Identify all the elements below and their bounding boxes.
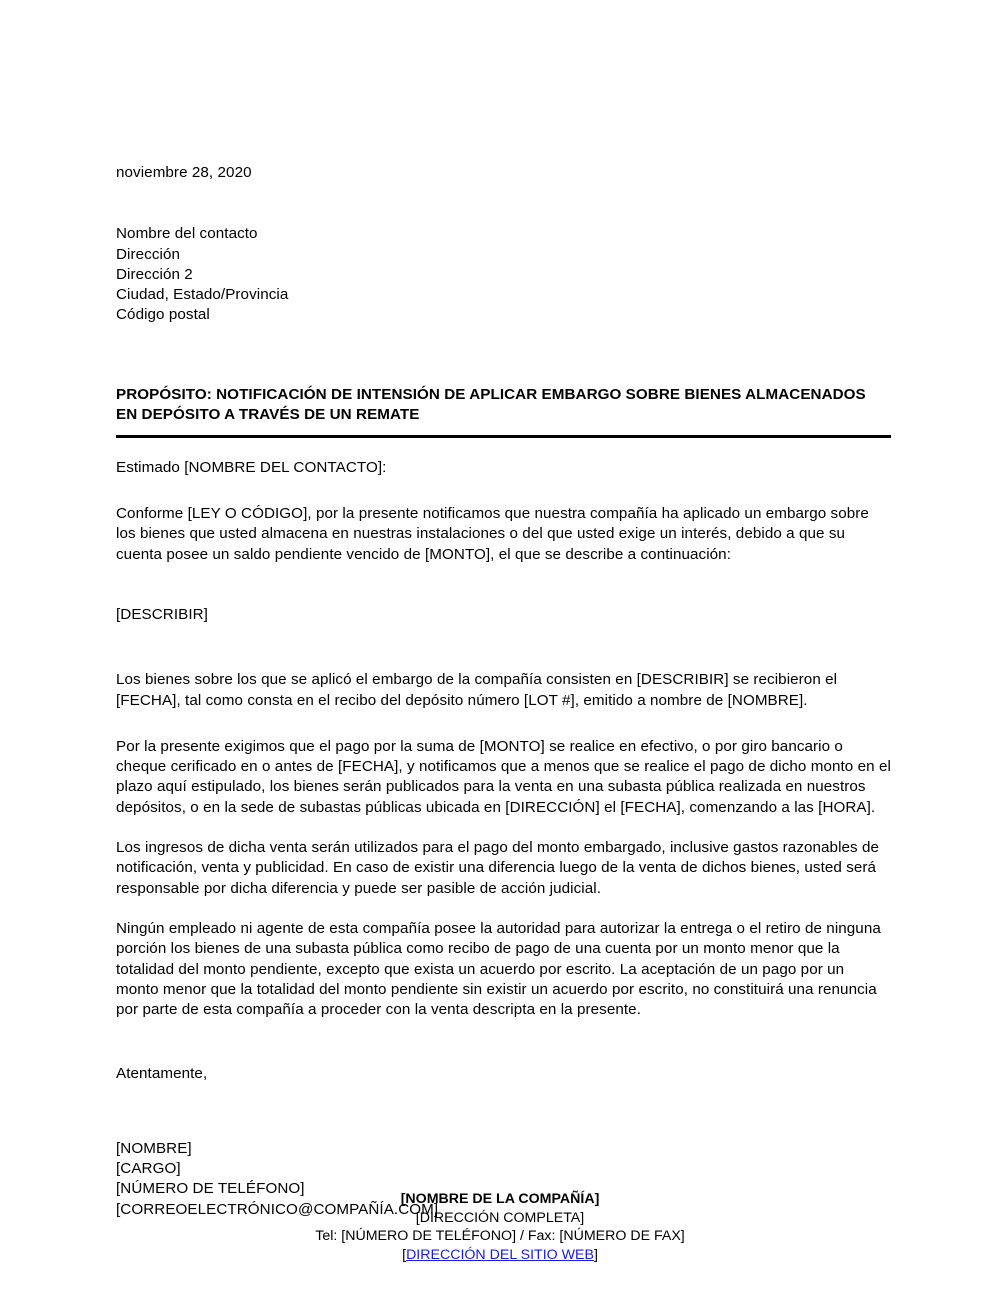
- paragraph-3: Por la presente exigimos que el pago por la suma de [MONTO] se realice en efectivo, o por giro bancario o cheque cerificado en o antes de [FECHA], y notificamos que a menos que se realice el pago de dicho monto en el plazo aquí estipulado, los bienes serán publicados para la venta en una subasta pública realizada en nuestros depósitos, o en la sede de subastas públicas ubicada en [DIRECCIÓN] el [FECHA], comenzando a las [HORA].: [116, 737, 891, 816]
- spacer: [116, 438, 891, 458]
- paragraph-5: Ningún empleado ni agente de esta compañía posee la autoridad para autorizar la entrega o el retiro de ninguna porción los bienes de una subasta pública como recibo de pago de una cuenta por un monto menor que la totalidad del monto pendiente, excepto que exista un acuerdo por escrito. La aceptación de un pago por un monto menor que la totalidad del monto pendiente sin existir un acuerdo por escrito, no constituirá una renuncia por parte de esta compañía a proceder con la venta descripta en la presente.: [116, 919, 881, 1019]
- signature-line: [CARGO]: [116, 1160, 181, 1178]
- recipient-address-block: [116, 224, 891, 325]
- closing-salutation: Atentamente,: [116, 1065, 208, 1083]
- website-link[interactable]: DIRECCIÓN DEL SITIO WEB: [406, 1246, 594, 1263]
- signature-line: [NOMBRE]: [116, 1139, 192, 1157]
- recipient-line: Nombre del contacto: [116, 225, 258, 243]
- footer-contact-line: Tel: [NÚMERO DE TELÉFONO] / Fax: [NÚMERO DE FAX]: [315, 1228, 685, 1245]
- footer-website-line: [0, 1246, 1000, 1265]
- spacer: [116, 818, 891, 838]
- spacer: [116, 478, 891, 504]
- describe-placeholder: [DESCRIBIR]: [116, 605, 208, 623]
- recipient-line: Dirección: [116, 245, 180, 263]
- spacer: [116, 565, 891, 605]
- signature-line: [NÚMERO DE TELÉFONO]: [116, 1180, 305, 1198]
- spacer: [116, 1020, 891, 1064]
- letter-date: noviembre 28, 2020: [116, 164, 252, 181]
- page-footer: [0, 1190, 1000, 1264]
- bracket-close: ]: [593, 1246, 598, 1263]
- salutation: Estimado [NOMBRE DEL CONTACTO]:: [116, 458, 387, 476]
- spacer: [116, 183, 891, 224]
- spacer: [116, 899, 891, 919]
- letter-body: [116, 163, 891, 1220]
- recipient-line: Ciudad, Estado/Provincia: [116, 286, 289, 304]
- paragraph-2: Los bienes sobre los que se aplicó el embargo de la compañía consisten en [DESCRIBIR] se recibieron el [FECHA], tal como consta en el recibo del depósito número [LOT #], emitido a nombre de [NOMBRE].: [116, 671, 838, 709]
- spacer: [116, 1085, 891, 1139]
- footer-address: [DIRECCIÓN COMPLETA]: [415, 1209, 585, 1226]
- signature-line: [CORREOELECTRÓNICO@COMPAÑÍA.COM]: [116, 1200, 439, 1218]
- recipient-line: Código postal: [116, 306, 210, 324]
- paragraph-1: Conforme [LEY O CÓDIGO], por la presente notificamos que nuestra compañía ha aplicado un embargo sobre los bienes que usted almacena en nuestras instalaciones o del que usted exige un interés, debido a que su cuenta posee un saldo pendiente vencido de [MONTO], el que se describe a continuación:: [116, 505, 869, 563]
- footer-company-name: [NOMBRE DE LA COMPAÑÍA]: [400, 1191, 600, 1207]
- bracket-open: [: [402, 1246, 407, 1263]
- paragraph-4: Los ingresos de dicha venta serán utilizados para el pago del monto embargado, inclusive gastos razonables de notificación, venta y publicidad. En caso de existir una diferencia luego de la venta de dichos bienes, usted será responsable por dicha diferencia y puede ser pasible de acción judicial.: [116, 839, 880, 897]
- spacer: [116, 711, 891, 737]
- recipient-line: Dirección 2: [116, 265, 193, 283]
- spacer: [116, 625, 891, 670]
- subject-heading: PROPÓSITO: NOTIFICACIÓN DE INTENSIÓN DE APLICAR EMBARGO SOBRE BIENES ALMACENADOS EN DEPÓSITO A TRAVÉS DE UN REMATE: [116, 385, 866, 424]
- spacer: [116, 326, 891, 385]
